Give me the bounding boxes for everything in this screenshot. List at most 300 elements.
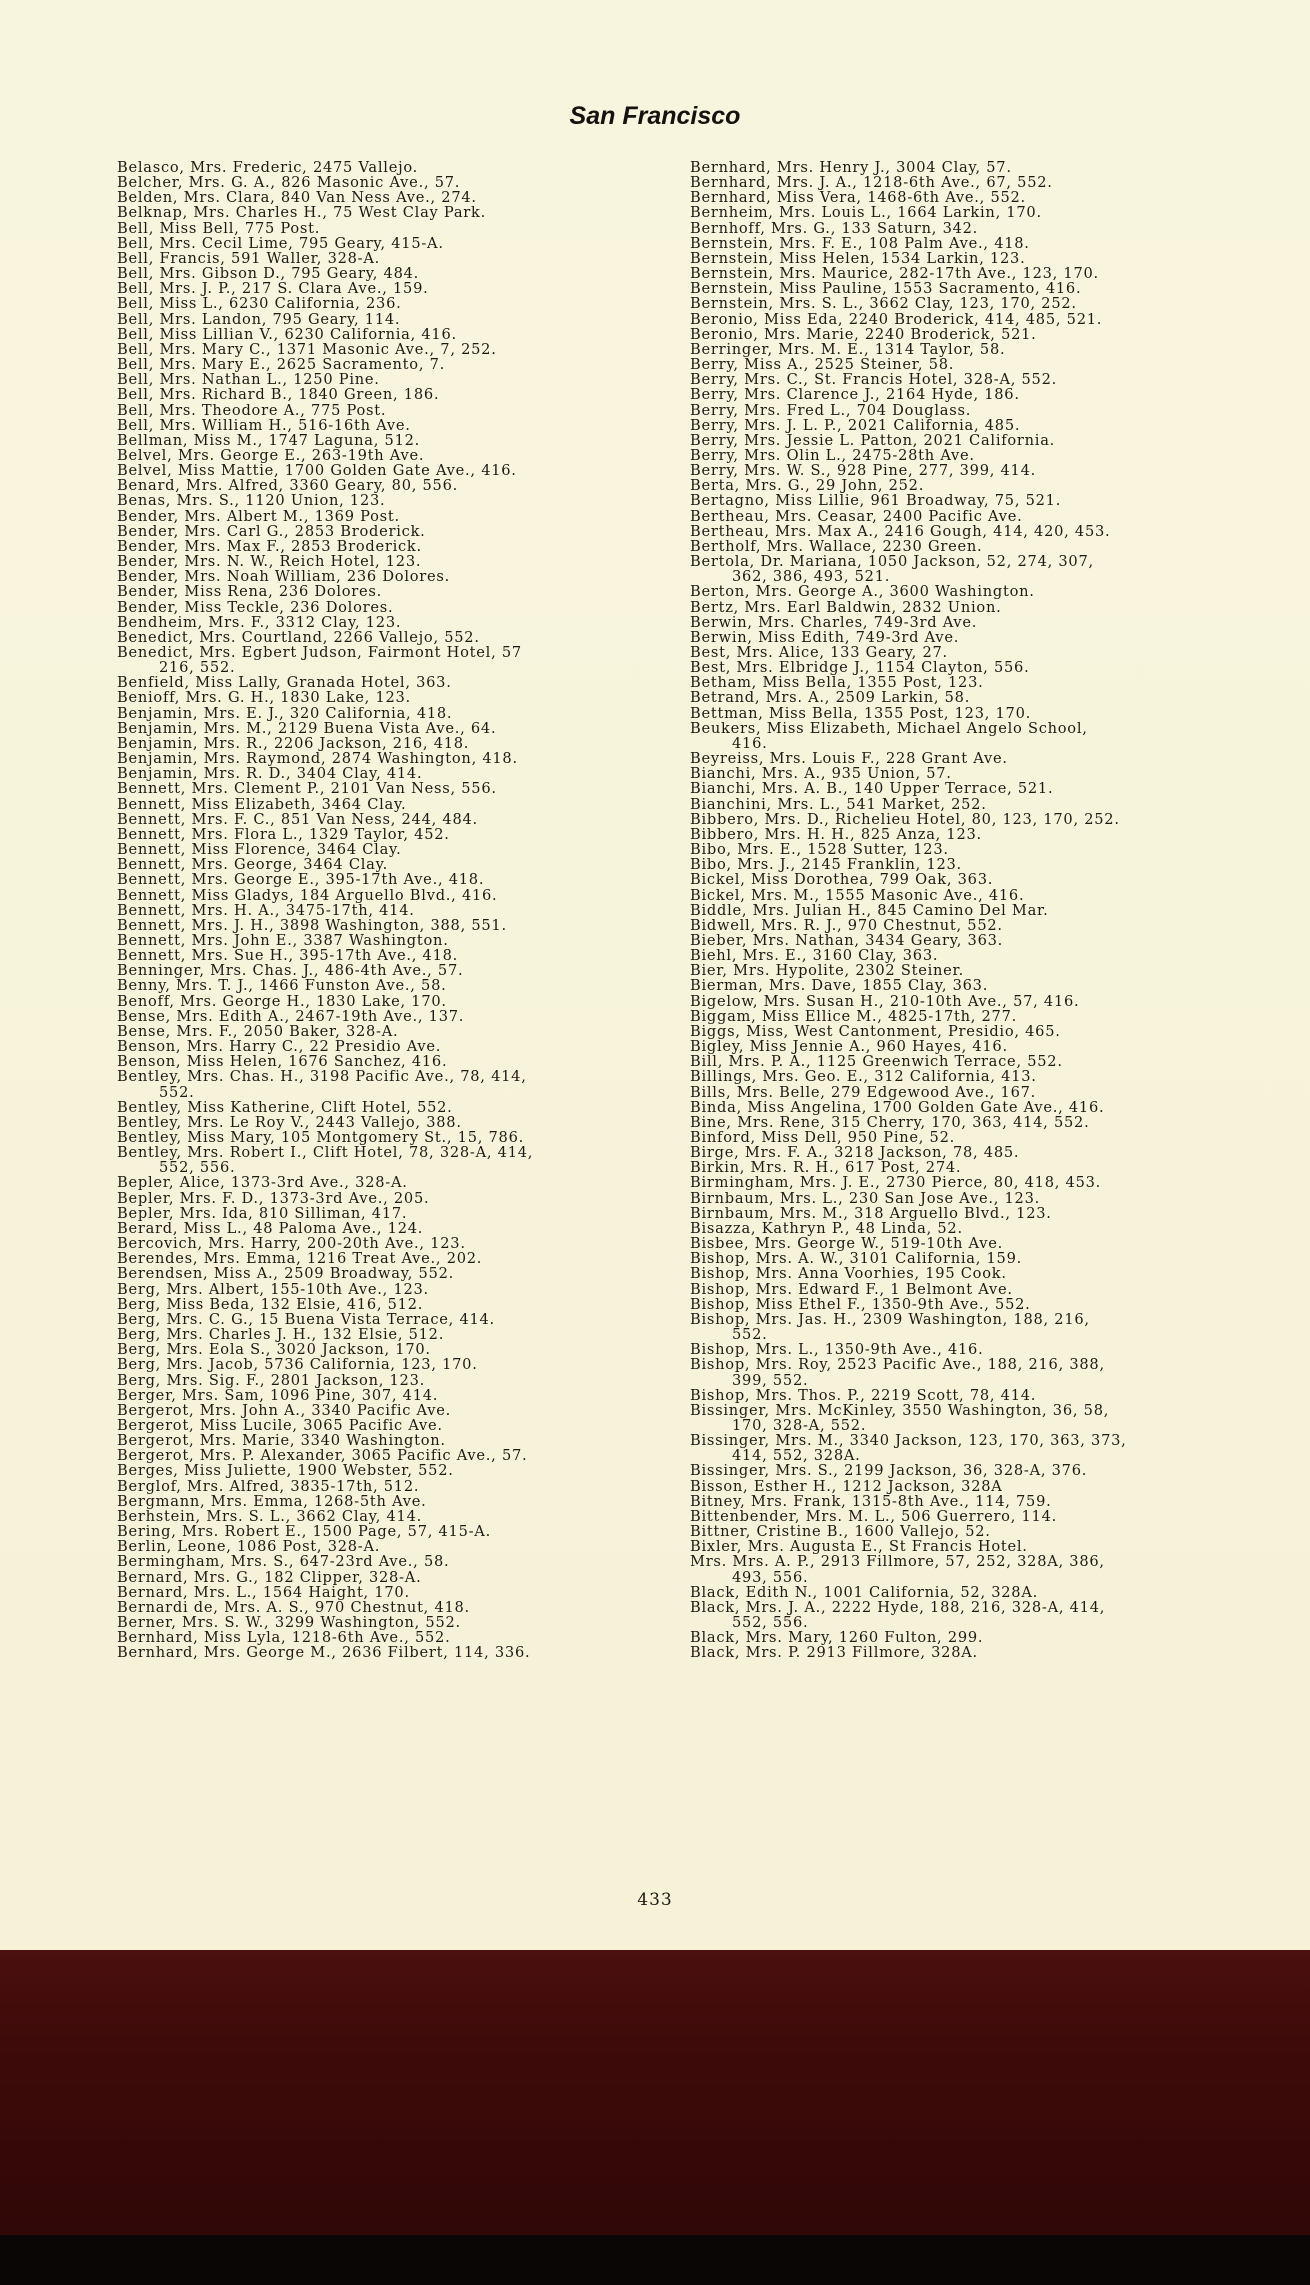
directory-entry [690, 327, 1250, 342]
directory-entry [117, 1115, 677, 1130]
entry-text: Bills, Mrs. Belle, 279 Edgewood Ave., 167. [690, 1083, 1037, 1101]
directory-entry [690, 1282, 1250, 1297]
entry-text: Bixler, Mrs. Augusta E., St Francis Hotel. [690, 1538, 1028, 1556]
entry-text: Berg, Mrs. Albert, 155-10th Ave., 123. [117, 1280, 429, 1298]
directory-entry [117, 1615, 677, 1630]
directory-entry [117, 1175, 677, 1190]
entry-text: Bell, Mrs. J. P., 217 S. Clara Ave., 159. [117, 280, 429, 298]
directory-entry [117, 433, 677, 448]
entry-continuation: 414, 552, 328A. [732, 1447, 861, 1465]
directory-entry [690, 1266, 1250, 1281]
directory-entry [690, 827, 1250, 842]
entry-text: Bishop, Mrs. L., 1350-9th Ave., 416. [690, 1341, 984, 1359]
entry-text: Belasco, Mrs. Frederic, 2475 Vallejo. [117, 159, 419, 176]
entry-text: Benfield, Miss Lally, Granada Hotel, 363. [117, 674, 452, 692]
entry-text: Bernstein, Miss Pauline, 1553 Sacramento, 416. [690, 280, 1082, 298]
entry-text: Berg, Mrs. C. G., 15 Buena Vista Terrace, 414. [117, 1310, 495, 1328]
entry-text: Birnbaum, Mrs. L., 230 San Jose Ave., 123. [690, 1189, 1040, 1207]
entry-text: Bernstein, Mrs. F. E., 108 Palm Ave., 418. [690, 234, 1030, 252]
directory-entry [690, 342, 1250, 357]
entry-text: Bender, Mrs. Max F., 2853 Broderick. [117, 537, 422, 555]
entry-text: Bishop, Mrs. A. W., 3101 California, 159. [690, 1250, 1022, 1268]
left-column [117, 160, 677, 1660]
entry-text: Berry, Mrs. W. S., 928 Pine, 277, 399, 414. [690, 462, 1037, 480]
directory-entry [690, 918, 1250, 933]
directory-entry [690, 509, 1250, 524]
entry-text: Bishop, Mrs. Edward F., 1 Belmont Ave. [690, 1280, 1013, 1298]
entry-text: Berry, Mrs. Clarence J., 2164 Hyde, 186. [690, 386, 1020, 404]
directory-entry [117, 888, 677, 903]
entry-text: Benson, Miss Helen, 1676 Sanchez, 416. [117, 1053, 448, 1071]
directory-entry [690, 1479, 1250, 1494]
directory-entry [117, 1130, 677, 1145]
directory-entry [690, 1312, 1250, 1342]
entry-text: Benard, Mrs. Alfred, 3360 Geary, 80, 556. [117, 477, 459, 495]
directory-entry [117, 751, 677, 766]
directory-entry [117, 1388, 677, 1403]
entry-text: Bennett, Mrs. George E., 395-17th Ave., 418. [117, 871, 485, 889]
entry-text: Bianchini, Mrs. L., 541 Market, 252. [690, 795, 987, 813]
directory-entry [690, 1463, 1250, 1478]
directory-entry [690, 221, 1250, 236]
entry-text: Bisbee, Mrs. George W., 519-10th Ave. [690, 1235, 1003, 1253]
directory-entry [117, 948, 677, 963]
entry-text: Black, Mrs. Mary, 1260 Fulton, 299. [690, 1629, 984, 1647]
entry-text: Binda, Miss Angelina, 1700 Golden Gate Ave., 416. [690, 1098, 1105, 1116]
directory-entry [117, 584, 677, 599]
entry-text: Benny, Mrs. T. J., 1466 Funston Ave., 58. [117, 977, 447, 995]
directory-entry [690, 888, 1250, 903]
entry-text: Bennett, Mrs. Clement P., 2101 Van Ness, 556. [117, 780, 497, 798]
directory-entry [117, 554, 677, 569]
directory-entry [117, 1509, 677, 1524]
directory-entry [690, 251, 1250, 266]
directory-entry [690, 1342, 1250, 1357]
entry-text: Bibo, Mrs. E., 1528 Sutter, 123. [690, 841, 949, 859]
directory-entry [690, 1251, 1250, 1266]
entry-continuation: 552, 556. [159, 1159, 236, 1177]
directory-entry [690, 766, 1250, 781]
entry-text: Bergmann, Mrs. Emma, 1268-5th Ave. [117, 1492, 427, 1510]
entry-continuation: 216, 552. [159, 659, 236, 677]
entry-text: Bell, Mrs. Mary C., 1371 Masonic Ave., 7, 252. [117, 340, 497, 358]
page-title: San Francisco [569, 102, 741, 130]
directory-entry [117, 342, 677, 357]
directory-entry [690, 812, 1250, 827]
entry-text: Bertagno, Miss Lillie, 961 Broadway, 75, 521. [690, 492, 1062, 510]
directory-entry [117, 493, 677, 508]
entry-text: Bender, Miss Teckle, 236 Dolores. [117, 598, 394, 616]
entry-text: Benjamin, Mrs. Raymond, 2874 Washington, 418. [117, 750, 518, 768]
directory-entry [117, 357, 677, 372]
directory-entry [690, 433, 1250, 448]
directory-entry [117, 827, 677, 842]
directory-entry [117, 1100, 677, 1115]
directory-entry [117, 1251, 677, 1266]
entry-continuation: 362, 386, 493, 521. [732, 568, 891, 586]
entry-text: Bickel, Miss Dorothea, 799 Oak, 363. [690, 871, 994, 889]
directory-entry [117, 539, 677, 554]
entry-text: Best, Mrs. Elbridge J., 1154 Clayton, 556. [690, 659, 1030, 677]
entry-text: Bennett, Miss Florence, 3464 Clay. [117, 841, 402, 859]
entry-text: Bertz, Mrs. Earl Baldwin, 2832 Union. [690, 598, 1002, 616]
directory-entry [690, 1539, 1250, 1554]
directory-entry [690, 1024, 1250, 1039]
entry-text: Benjamin, Mrs. E. J., 320 California, 418. [117, 704, 453, 722]
directory-entry [117, 903, 677, 918]
entry-text: Bender, Mrs. Carl G., 2853 Broderick. [117, 522, 426, 540]
entry-text: Biddle, Mrs. Julian H., 845 Camino Del Mar. [690, 901, 1049, 919]
entry-text: Beronio, Miss Eda, 2240 Broderick, 414, 485, 521. [690, 310, 1103, 328]
directory-entry [690, 1297, 1250, 1312]
entry-text: Bissinger, Mrs. M., 3340 Jackson, 123, 170, 363, 373, [690, 1432, 1127, 1450]
directory-entry [690, 1221, 1250, 1236]
directory-entry [117, 509, 677, 524]
entry-text: Berg, Mrs. Eola S., 3020 Jackson, 170. [117, 1341, 431, 1359]
directory-entry [117, 1221, 677, 1236]
entry-text: Benoff, Mrs. George H., 1830 Lake, 170. [117, 992, 447, 1010]
entry-text: Bennett, Mrs. H. A., 3475-17th, 414. [117, 901, 415, 919]
entry-text: Bernhard, Miss Lyla, 1218-6th Ave., 552. [117, 1629, 451, 1647]
entry-text: Bettman, Miss Bella, 1355 Post, 123, 170. [690, 704, 1032, 722]
directory-entry [690, 1100, 1250, 1115]
directory-entry [117, 1645, 677, 1660]
directory-entry [690, 994, 1250, 1009]
entry-text: Bierman, Mrs. Dave, 1855 Clay, 363. [690, 977, 989, 995]
entry-text: Beronio, Mrs. Marie, 2240 Broderick, 521. [690, 325, 1037, 343]
entry-text: Biggam, Miss Ellice M., 4825-17th, 277. [690, 1007, 1018, 1025]
directory-entry [117, 872, 677, 887]
entry-text: Bernardi de, Mrs. A. S., 970 Chestnut, 418. [117, 1598, 470, 1616]
directory-entry [690, 1600, 1250, 1630]
directory-entry [117, 327, 677, 342]
directory-entry [690, 978, 1250, 993]
directory-entry [690, 160, 1250, 175]
directory-entry [690, 615, 1250, 630]
entry-text: Bianchi, Mrs. A. B., 140 Upper Terrace, 521. [690, 780, 1054, 798]
entry-text: Bishop, Miss Ethel F., 1350-9th Ave., 552. [690, 1295, 1031, 1313]
entry-text: Bertheau, Mrs. Max A., 2416 Gough, 414, 420, 453. [690, 522, 1111, 540]
entry-text: Bigley, Miss Jennie A., 960 Hayes, 416. [690, 1038, 1008, 1056]
directory-entry [690, 539, 1250, 554]
directory-entry [690, 524, 1250, 539]
entry-text: Biehl, Mrs. E., 3160 Clay, 363. [690, 947, 939, 965]
directory-entry [690, 281, 1250, 296]
directory-entry [117, 1630, 677, 1645]
entry-text: Billings, Mrs. Geo. E., 312 California, 413. [690, 1068, 1037, 1086]
entry-text: Birge, Mrs. F. A., 3218 Jackson, 78, 485. [690, 1144, 1020, 1162]
entry-text: Bibbero, Mrs. H. H., 825 Anza, 123. [690, 825, 982, 843]
entry-text: Berton, Mrs. George A., 3600 Washington. [690, 583, 1035, 601]
directory-entry [690, 478, 1250, 493]
directory-entry [690, 933, 1250, 948]
entry-text: Berg, Mrs. Jacob, 5736 California, 123, 170. [117, 1356, 478, 1374]
entry-text: Mrs. Mrs. A. P., 2913 Fillmore, 57, 252, 328A, 386, [690, 1553, 1105, 1571]
directory-entry [117, 1266, 677, 1281]
directory-entry [117, 1554, 677, 1569]
entry-text: Bernheim, Mrs. Louis L., 1664 Larkin, 170. [690, 204, 1042, 222]
entry-text: Bertola, Dr. Mariana, 1050 Jackson, 52, 274, 307, [690, 553, 1094, 571]
directory-entry [690, 266, 1250, 281]
entry-text: Best, Mrs. Alice, 133 Geary, 27. [690, 644, 948, 661]
entry-text: Betham, Miss Bella, 1355 Post, 123. [690, 674, 984, 692]
directory-entry [690, 751, 1250, 766]
entry-continuation: 552. [159, 1083, 195, 1101]
entry-text: Bennett, Mrs. F. C., 851 Van Ness, 244, 484. [117, 810, 478, 828]
entry-text: Belden, Mrs. Clara, 840 Van Ness Ave., 274. [117, 189, 477, 207]
entry-text: Berglof, Mrs. Alfred, 3835-17th, 512. [117, 1477, 420, 1495]
entry-text: Benjamin, Mrs. R. D., 3404 Clay, 414. [117, 765, 423, 783]
entry-text: Bennett, Mrs. Sue H., 395-17th Ave., 418. [117, 947, 459, 965]
entry-continuation: 170, 328-A, 552. [732, 1416, 867, 1434]
directory-entry [690, 463, 1250, 478]
directory-entry [690, 797, 1250, 812]
entry-text: Belvel, Miss Mattie, 1700 Golden Gate Ave., 416. [117, 462, 517, 480]
directory-entry [690, 675, 1250, 690]
entry-text: Beyreiss, Mrs. Louis F., 228 Grant Ave. [690, 750, 1008, 768]
directory-entry [690, 236, 1250, 251]
entry-text: Bissinger, Mrs. S., 2199 Jackson, 36, 328-A, 376. [690, 1462, 1088, 1480]
entry-text: Bertheau, Mrs. Ceasar, 2400 Pacific Ave. [690, 507, 1023, 525]
directory-entry [690, 948, 1250, 963]
entry-text: Bishop, Mrs. Anna Voorhies, 195 Cook. [690, 1265, 1007, 1283]
directory-entry [117, 1539, 677, 1554]
directory-entry [690, 660, 1250, 675]
entry-text: Berry, Mrs. Jessie L. Patton, 2021 California. [690, 431, 1056, 449]
entry-text: Berg, Mrs. Sig. F., 2801 Jackson, 123. [117, 1371, 425, 1389]
directory-entry [690, 690, 1250, 705]
directory-entry [117, 1206, 677, 1221]
directory-entry [117, 1342, 677, 1357]
directory-entry [117, 1373, 677, 1388]
entry-text: Bennett, Miss Elizabeth, 3464 Clay. [117, 795, 407, 813]
directory-entry [117, 781, 677, 796]
directory-entry [690, 842, 1250, 857]
directory-entry [690, 600, 1250, 615]
entry-text: Bernard, Mrs. G., 182 Clipper, 328-A. [117, 1568, 422, 1586]
directory-entry [117, 963, 677, 978]
directory-entry [690, 1206, 1250, 1221]
entry-text: Bine, Mrs. Rene, 315 Cherry, 170, 363, 414, 552. [690, 1113, 1090, 1131]
directory-entry [117, 1357, 677, 1372]
entry-text: Bibbero, Mrs. D., Richelieu Hotel, 80, 123, 170, 252. [690, 810, 1120, 828]
entry-text: Bentley, Miss Katherine, Clift Hotel, 552. [117, 1098, 453, 1116]
directory-entry [690, 857, 1250, 872]
entry-text: Bell, Francis, 591 Waller, 328-A. [117, 249, 381, 267]
entry-text: Berhstein, Mrs. S. L., 3662 Clay, 414. [117, 1507, 423, 1525]
directory-entry [117, 236, 677, 251]
entry-text: Bell, Mrs. Cecil Lime, 795 Geary, 415-A. [117, 234, 444, 252]
entry-text: Birkin, Mrs. R. H., 617 Post, 274. [690, 1159, 962, 1177]
entry-text: Bennett, Mrs. George, 3464 Clay. [117, 856, 389, 874]
page-number: 433 [637, 1890, 673, 1910]
entry-text: Bernstein, Mrs. S. L., 3662 Clay, 123, 170, 252. [690, 295, 1077, 313]
entry-text: Bentley, Mrs. Le Roy V., 2443 Vallejo, 388. [117, 1113, 462, 1131]
entry-text: Bercovich, Mrs. Harry, 200-20th Ave., 123. [117, 1235, 466, 1253]
directory-entry [117, 766, 677, 781]
directory-entry [690, 1145, 1250, 1160]
directory-entry [117, 387, 677, 402]
entry-text: Binford, Miss Dell, 950 Pine, 52. [690, 1129, 956, 1146]
entry-text: Berta, Mrs. G., 29 John, 252. [690, 477, 925, 495]
entry-text: Birnbaum, Mrs. M., 318 Arguello Blvd., 123. [690, 1204, 1052, 1222]
directory-entry [690, 781, 1250, 796]
entry-text: Bishop, Mrs. Roy, 2523 Pacific Ave., 188, 216, 388, [690, 1356, 1105, 1374]
entry-text: Benioff, Mrs. G. H., 1830 Lake, 123. [117, 689, 411, 707]
directory-entry [117, 160, 677, 175]
directory-entry [690, 1039, 1250, 1054]
directory-entry [117, 1433, 677, 1448]
directory-entry [117, 1418, 677, 1433]
directory-entry [117, 296, 677, 311]
directory-entry [117, 1479, 677, 1494]
entry-text: Bell, Mrs. Landon, 795 Geary, 114. [117, 310, 401, 328]
entry-text: Bigelow, Mrs. Susan H., 210-10th Ave., 57, 416. [690, 992, 1080, 1010]
directory-entry [117, 1039, 677, 1054]
directory-entry [117, 478, 677, 493]
directory-entry [117, 1024, 677, 1039]
entry-text: Bernstein, Miss Helen, 1534 Larkin, 123. [690, 249, 1026, 267]
directory-entry [117, 1312, 677, 1327]
directory-entry [690, 1236, 1250, 1251]
entry-text: Benas, Mrs. S., 1120 Union, 123. [117, 492, 386, 510]
directory-entry [117, 645, 677, 675]
entry-text: Bell, Mrs. Richard B., 1840 Green, 186. [117, 386, 440, 404]
entry-text: Black, Edith N., 1001 California, 52, 328A. [690, 1583, 1039, 1601]
directory-entry [117, 372, 677, 387]
directory-entry [690, 1069, 1250, 1084]
directory-entry [117, 266, 677, 281]
directory-entry [117, 403, 677, 418]
entry-text: Bell, Mrs. Mary E., 2625 Sacramento, 7. [117, 356, 446, 374]
directory-entry [690, 1585, 1250, 1600]
directory-entry [117, 1297, 677, 1312]
directory-entry [117, 281, 677, 296]
entry-text: Berger, Mrs. Sam, 1096 Pine, 307, 414. [117, 1386, 439, 1404]
directory-entry [690, 387, 1250, 402]
entry-continuation: 552. [732, 1326, 768, 1344]
entry-text: Bentley, Mrs. Chas. H., 3198 Pacific Ave., 78, 414, [117, 1068, 527, 1086]
entry-text: Bernhard, Miss Vera, 1468-6th Ave., 552. [690, 189, 1026, 207]
entry-continuation: 552, 556. [732, 1614, 809, 1631]
entry-text: Bennett, Mrs. Flora L., 1329 Taylor, 452. [117, 825, 450, 843]
directory-entry [690, 1388, 1250, 1403]
directory-entry [117, 175, 677, 190]
entry-text: Berendes, Mrs. Emma, 1216 Treat Ave., 202. [117, 1250, 483, 1268]
directory-entry [690, 190, 1250, 205]
entry-text: Bernhard, Mrs. J. A., 1218-6th Ave., 67, 552. [690, 174, 1053, 192]
directory-entry [117, 221, 677, 236]
entry-text: Bergerot, Mrs. Marie, 3340 Washington. [117, 1432, 446, 1450]
directory-entry [690, 357, 1250, 372]
directory-entry [690, 1524, 1250, 1539]
directory-entry [690, 175, 1250, 190]
directory-entry [690, 554, 1250, 584]
directory-entry [117, 1191, 677, 1206]
directory-entry [690, 1357, 1250, 1387]
directory-entry [117, 1570, 677, 1585]
directory-entry [690, 1433, 1250, 1463]
entry-text: Betrand, Mrs. A., 2509 Larkin, 58. [690, 689, 971, 707]
directory-entry [690, 296, 1250, 311]
entry-text: Berner, Mrs. S. W., 3299 Washington, 552. [117, 1614, 461, 1631]
entry-text: Berry, Mrs. J. L. P., 2021 California, 485. [690, 416, 1021, 434]
directory-entry [117, 615, 677, 630]
right-column [690, 160, 1250, 1660]
entry-text: Bell, Mrs. Nathan L., 1250 Pine. [117, 371, 380, 389]
entry-text: Bennett, Miss Gladys, 184 Arguello Blvd., 416. [117, 886, 498, 904]
entry-text: Bishop, Mrs. Thos. P., 2219 Scott, 78, 414. [690, 1386, 1037, 1404]
directory-entry [117, 524, 677, 539]
entry-text: Bernhard, Mrs. Henry J., 3004 Clay, 57. [690, 159, 1012, 176]
entry-continuation: 416. [732, 734, 768, 752]
directory-entry [690, 1160, 1250, 1175]
entry-text: Bentley, Miss Mary, 105 Montgomery St., 15, 786. [117, 1129, 525, 1146]
entry-text: Berringer, Mrs. M. E., 1314 Taylor, 58. [690, 340, 1006, 358]
entry-text: Berard, Miss L., 48 Paloma Ave., 124. [117, 1219, 424, 1237]
entry-text: Bering, Mrs. Robert E., 1500 Page, 57, 415-A. [117, 1523, 491, 1541]
directory-entry [117, 1327, 677, 1342]
entry-text: Benjamin, Mrs. M., 2129 Buena Vista Ave., 64. [117, 719, 497, 737]
entry-text: Bennett, Mrs. John E., 3387 Washington. [117, 931, 449, 949]
directory-entry [117, 736, 677, 751]
entry-text: Berges, Miss Juliette, 1900 Webster, 552. [117, 1462, 454, 1480]
directory-entry [690, 1175, 1250, 1190]
directory-entry [117, 857, 677, 872]
entry-text: Belcher, Mrs. G. A., 826 Masonic Ave., 57. [117, 174, 461, 192]
entry-text: Bepler, Mrs. Ida, 810 Silliman, 417. [117, 1204, 408, 1222]
directory-entry [117, 448, 677, 463]
entry-text: Berg, Mrs. Charles J. H., 132 Elsie, 512. [117, 1326, 445, 1344]
entry-text: Bier, Mrs. Hypolite, 2302 Steiner. [690, 962, 965, 980]
directory-entry [117, 842, 677, 857]
entry-text: Bergerot, Miss Lucile, 3065 Pacific Ave. [117, 1416, 443, 1434]
entry-text: Berwin, Mrs. Charles, 749-3rd Ave. [690, 613, 978, 631]
directory-entry [117, 1448, 677, 1463]
entry-text: Bender, Miss Rena, 236 Dolores. [117, 583, 383, 601]
entry-text: Bergerot, Mrs. John A., 3340 Pacific Ave. [117, 1401, 452, 1419]
directory-entry [690, 448, 1250, 463]
directory-entry [690, 872, 1250, 887]
directory-entry [690, 312, 1250, 327]
directory-entry [117, 1403, 677, 1418]
entry-text: Bieber, Mrs. Nathan, 3434 Geary, 363. [690, 931, 1004, 949]
entry-text: Bender, Mrs. Albert M., 1369 Post. [117, 507, 400, 525]
entry-text: Bidwell, Mrs. R. J., 970 Chestnut, 552. [690, 916, 1003, 934]
entry-text: Bernstein, Mrs. Maurice, 282-17th Ave., 123, 170. [690, 265, 1099, 283]
directory-entry [117, 797, 677, 812]
entry-text: Bellman, Miss M., 1747 Laguna, 512. [117, 431, 421, 449]
entry-text: Bittner, Cristine B., 1600 Vallejo, 52. [690, 1523, 991, 1541]
directory-entry [690, 1009, 1250, 1024]
directory-entry [690, 963, 1250, 978]
entry-text: Biggs, Miss, West Cantonment, Presidio, 465. [690, 1022, 1061, 1040]
entry-text: Birmingham, Mrs. J. E., 2730 Pierce, 80, 418, 453. [690, 1174, 1102, 1192]
entry-text: Bianchi, Mrs. A., 935 Union, 57. [690, 765, 952, 783]
directory-entry [117, 1600, 677, 1615]
entry-text: Bell, Miss L., 6230 California, 236. [117, 295, 402, 313]
entry-text: Bernhard, Mrs. George M., 2636 Filbert, 114, 336. [117, 1644, 531, 1662]
entry-text: Bertholf, Mrs. Wallace, 2230 Green. [690, 537, 983, 555]
directory-entry [117, 1236, 677, 1251]
entry-continuation: 493, 556. [732, 1568, 809, 1586]
entry-text: Bibo, Mrs. J., 2145 Franklin, 123. [690, 856, 962, 874]
entry-text: Benedict, Mrs. Courtland, 2266 Vallejo, 552. [117, 628, 480, 646]
directory-entry [117, 569, 677, 584]
directory-entry [690, 418, 1250, 433]
directory-entry [690, 1645, 1250, 1660]
directory-entry [117, 978, 677, 993]
